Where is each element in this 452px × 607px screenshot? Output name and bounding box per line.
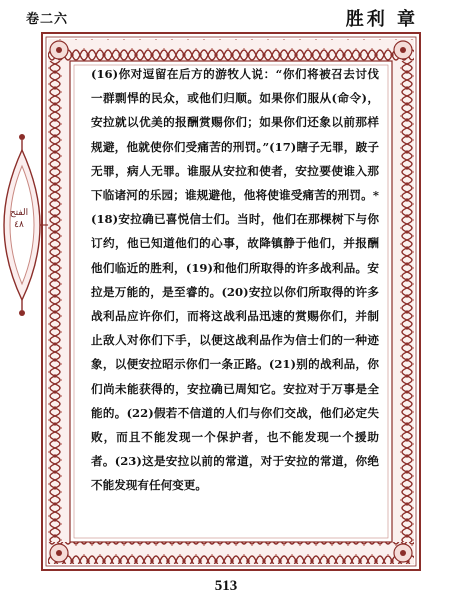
body-paragraph: (16)你对逗留在后方的游牧人说：“你们将被召去讨伐一群剽悍的民众，或他们归顺。如果你们服从(命令)，安拉就以优美的报酬赏赐你们；如果你们还象以前那样规避，他就使你们受痛苦的刑罚。”(17)瞎子无罪，跛子无罪，病人无罪。谁服从安拉和使者，安拉要使谁入那下临诸河的乐园；谁规避他，他将使谁受痛苦的刑罚。* (18)安拉确已喜悦信士们。当时，他们在那棵树下与你订约，他已知道他们的心事，故降镇静于他们，并报酬他们临近的胜利，(19)和他们所取得的许多战利品。安拉是万能的，是至睿的。(20)安拉以你们所取得的许多战利品应许你们，而将这战利品迅速的赏赐你们，并制止敌人对你们下手，以便这战利品作为信士们的一种迹象，以便安拉昭示你们一条正路。(21)别的战利品，你们尚未能获得的，安拉确已周知它。安拉对于万事是全能的。(22)假若不信道的人们与你们交战，他们必定失败，而且不能发现一个保护者，也不能发现一个援助者。(23)这是安拉以前的常道，对于安拉的常道，你绝不能发现有任何变更。 <box>91 67 379 493</box>
surah-name-arabic: الفتح <box>9 208 29 218</box>
chapter-number: 卷二六 <box>26 12 69 27</box>
page-number: 513 <box>214 578 238 594</box>
surah-number-arabic: ٤٨ <box>14 220 24 230</box>
side-medallion-label <box>2 207 36 231</box>
chapter-title: 胜利 章 <box>345 9 418 30</box>
scripture-text <box>91 62 379 498</box>
